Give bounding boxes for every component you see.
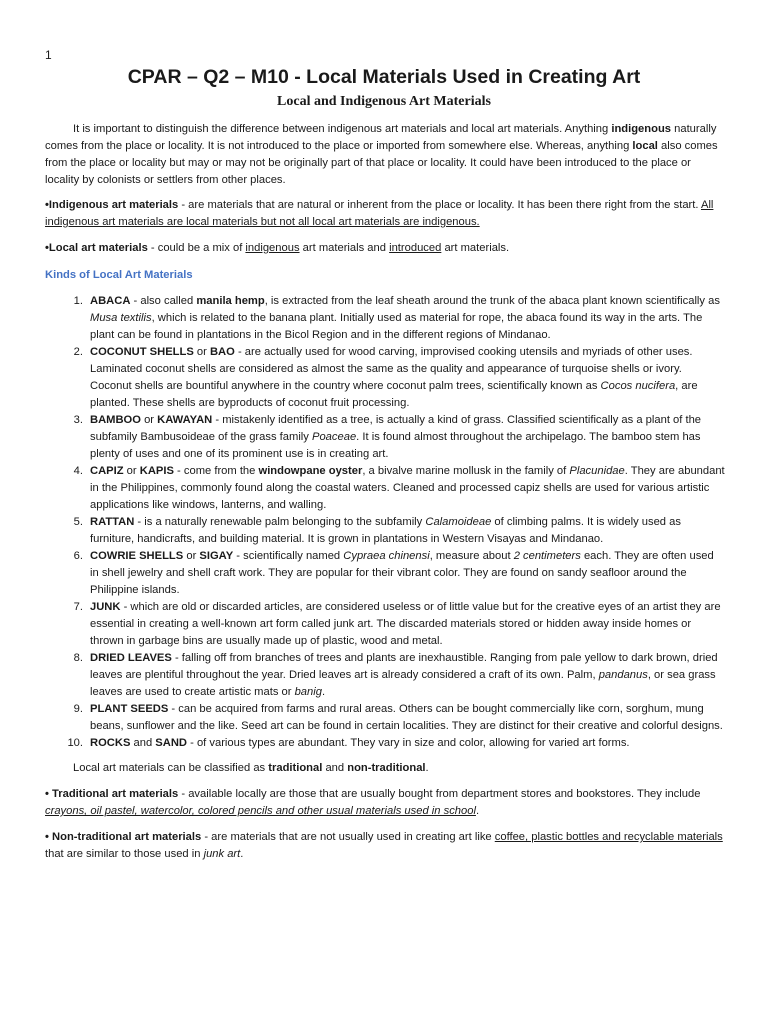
definition-underlined: All indigenous art materials are local materials but not all local art materials are indigenous.: [45, 199, 714, 228]
definition-text: art materials.: [441, 242, 510, 254]
item-text: - can be acquired from farms and rural areas. Others can be bought commercially like corn, sorghum, mung beans, sunflower and the like. Seed art can be found in certain localities. They are distinct for their creative and colorful designs.: [90, 703, 723, 732]
item-term: DRIED LEAVES: [90, 652, 172, 664]
definition-underlined: indigenous: [245, 242, 300, 254]
list-item: [45, 735, 725, 752]
item-term: COCONUT SHELLS: [90, 346, 194, 358]
list-item-number: 3.: [73, 414, 83, 426]
non-traditional-definition: [45, 829, 725, 863]
list-item: [45, 701, 725, 735]
item-term: BAMBOO: [90, 414, 141, 426]
definition-text: - are materials that are natural or inherent from the place or locality. It has been there right from the start.: [178, 199, 701, 211]
list-item-number: 9.: [73, 703, 83, 715]
item-text: or: [140, 414, 158, 426]
item-text: , are planted. These shells are byproducts of coconut fruit processing.: [90, 380, 698, 409]
list-item: [45, 344, 725, 412]
list-item: [45, 293, 725, 344]
list-item: [45, 599, 725, 650]
list-item-number: 7.: [73, 601, 83, 613]
item-scientific-name: Poaceae: [312, 431, 357, 443]
classification-term: non-traditional: [347, 762, 426, 774]
list-item: [45, 548, 725, 599]
item-term: ROCKS: [90, 737, 131, 749]
item-text: and: [130, 737, 156, 749]
list-item-number: 4.: [73, 465, 83, 477]
definition-term: •Local art materials: [45, 242, 148, 254]
list-item-number: 1.: [73, 295, 83, 307]
item-term: PLANT SEEDS: [90, 703, 169, 715]
definition-text: .: [475, 805, 480, 817]
item-term: BAO: [209, 346, 235, 358]
definition-underlined-italic: crayons, oil pastel, watercolor, colored pencils and other usual materials used in school: [45, 805, 476, 817]
item-text: - mistakenly identified as a tree, is actually a kind of grass. Classified scientifically as a plant of the subfamily Bambusoideae of the grass family: [90, 414, 702, 443]
intro-bold-indigenous: indigenous: [611, 123, 672, 135]
definition-term: • Traditional art materials: [45, 788, 179, 800]
item-term: windowpane oyster: [258, 465, 363, 477]
materials-list: [45, 293, 725, 752]
item-text: - also called: [130, 295, 197, 307]
classification-text: Local art materials can be classified as: [73, 762, 269, 774]
item-term: SIGAY: [199, 550, 234, 562]
classification-paragraph: [45, 760, 725, 777]
list-item: [45, 650, 725, 701]
page-number: 1: [45, 48, 52, 62]
item-text: each. They are often used in shell jewelry and shell craft work. They are popular for their vibrant color. They are found on sandy seafloor around the Philippine islands.: [90, 550, 714, 596]
definition-text: that are similar to those used in: [45, 848, 204, 860]
list-item: [45, 412, 725, 463]
item-text: or: [123, 465, 140, 477]
definition-text: - are materials that are not usually used in creating art like: [201, 831, 495, 843]
item-scientific-name: Musa textilis: [90, 312, 152, 324]
definition-term: • Non-traditional art materials: [45, 831, 202, 843]
list-item-number: 8.: [73, 652, 83, 664]
classification-text: .: [425, 762, 429, 774]
item-text: of climbing palms. It is widely used as furniture, handicrafts, and building material. It is grown in plantations in Western Visayas and Mindanao.: [90, 516, 681, 545]
item-scientific-name: Calamoideae: [425, 516, 492, 528]
document-body: [45, 121, 725, 872]
item-text: or: [183, 550, 200, 562]
item-text: - is a naturally renewable palm belonging to the subfamily: [134, 516, 426, 528]
item-term: RATTAN: [90, 516, 135, 528]
item-text: .: [321, 686, 326, 698]
intro-text: naturally comes from the place or locality. It is not introduced to the place or imported from somewhere else. Whereas, anything: [45, 123, 717, 152]
indigenous-definition: [45, 197, 725, 231]
item-text: . It is found almost throughout the archipelago. The bamboo stem has plenty of uses and one of its prominent use is in creating art.: [90, 431, 701, 460]
item-text: - falling off from branches of trees and plants are inexhaustible. Ranging from pale yellow to dark brown, dried leaves are plentiful throughout the year. Dried leaves art is already considered a craft of its own. Palm,: [90, 652, 718, 681]
definition-text: - could be a mix of: [147, 242, 246, 254]
item-term: CAPIZ: [90, 465, 124, 477]
item-italic-term: banig: [294, 686, 322, 698]
item-term: manila hemp: [196, 295, 265, 307]
item-text: , a bivalve marine mollusk in the family of: [362, 465, 570, 477]
item-text: , which is related to the banana plant. Initially used as material for rope, the abaca found its way in the arts. The plant can be found in plantations in the Bicol Region and in the different regions of Mindanao.: [90, 312, 703, 341]
definition-text: art materials and: [299, 242, 390, 254]
definition-underlined: coffee, plastic bottles and recyclable materials: [494, 831, 723, 843]
section-heading-kinds: Kinds of Local Art Materials: [45, 269, 193, 281]
list-item-number: 6.: [73, 550, 83, 562]
item-text: , measure about: [429, 550, 514, 562]
item-text: or: [193, 346, 210, 358]
item-term: KAPIS: [139, 465, 174, 477]
item-text: - of various types are abundant. They vary in size and color, allowing for varied art forms.: [187, 737, 630, 749]
intro-bold-local: local: [632, 140, 658, 152]
item-term: ABACA: [90, 295, 131, 307]
item-text: . They are abundant in the Philippines, commonly found along the coastal waters. Cleaned and processed capiz shells are used for various artistic applications like windows, lanterns, and walling.: [90, 465, 725, 511]
intro-paragraph: [45, 121, 725, 189]
list-item-number: 2.: [73, 346, 83, 358]
item-scientific-name: Cocos nucifera: [600, 380, 676, 392]
item-text: - scientifically named: [233, 550, 344, 562]
definition-italic: junk art: [203, 848, 241, 860]
definition-term: •Indigenous art materials: [45, 199, 179, 211]
item-text: - which are old or discarded articles, are considered useless or of little value but for the creative eyes of an artist they are essential in creating a well-known art form called junk art. The discarded materials stored or hidden away inside homes or thrown in garbage bins are usually made up of plastic, wood and metal.: [90, 601, 721, 647]
item-italic-term: pandanus: [598, 669, 648, 681]
page-subtitle: Local and Indigenous Art Materials: [277, 94, 491, 109]
definition-text: - available locally are those that are usually bought from department stores and bookstores. They include: [178, 788, 701, 800]
list-item: [45, 463, 725, 514]
classification-text: and: [322, 762, 348, 774]
intro-text: also comes from the place or locality but may or may not be originally part of that place or locality. It could have been introduced to the place or locality by colonists or settlers from other places.: [45, 140, 718, 186]
classification-term: traditional: [268, 762, 323, 774]
item-scientific-name: Placunidae: [569, 465, 625, 477]
item-text: - come from the: [173, 465, 259, 477]
item-text: , is extracted from the leaf sheath around the trunk of the abaca plant known scientifically as: [264, 295, 720, 307]
item-italic-measure: 2 centimeters: [513, 550, 581, 562]
local-definition: [45, 240, 725, 257]
item-term: KAWAYAN: [157, 414, 213, 426]
traditional-definition: [45, 786, 725, 820]
intro-text: It is important to distinguish the difference between indigenous art materials and local art materials. Anything: [73, 123, 612, 135]
list-item-number: 10.: [67, 737, 83, 749]
item-text: , or sea grass leaves are used to create artistic mats or: [90, 669, 716, 698]
item-text: - are actually used for wood carving, improvised cooking utensils and myriads of other uses. Laminated coconut shells are considered as almost the same as the quality and appearance of turquoise shells or ivory. Coconut shells are bountiful anywhere in the country where coconut palm trees, scientifically known as: [90, 346, 693, 392]
item-term: SAND: [155, 737, 187, 749]
definition-text: .: [240, 848, 244, 860]
item-term: JUNK: [90, 601, 121, 613]
list-item: [45, 514, 725, 548]
page-title: CPAR – Q2 – M10 - Local Materials Used in Creating Art: [127, 66, 641, 88]
item-scientific-name: Cypraea chinensi: [343, 550, 430, 562]
item-term: COWRIE SHELLS: [90, 550, 184, 562]
list-item-number: 5.: [73, 516, 83, 528]
definition-underlined: introduced: [389, 242, 442, 254]
